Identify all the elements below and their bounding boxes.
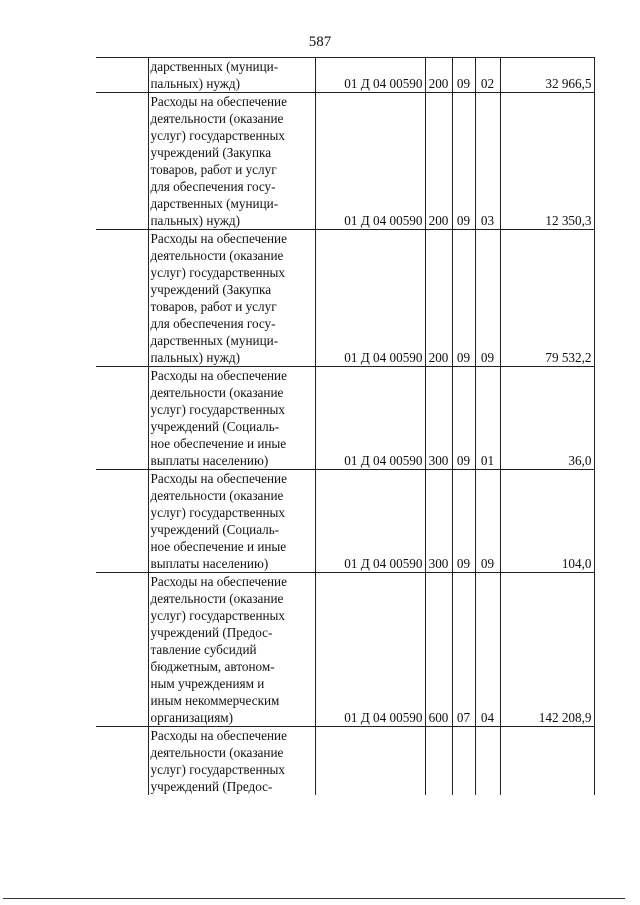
expense-name-cell bbox=[148, 573, 315, 727]
expense-type-code: 300 bbox=[425, 367, 452, 470]
expense-name-line: тавление субсидий bbox=[150, 642, 257, 657]
expense-name-cell bbox=[148, 58, 315, 93]
expense-name-line: услуг) государственных bbox=[150, 608, 286, 623]
expense-name-line: услуг) государственных bbox=[150, 265, 286, 280]
expense-type-code bbox=[425, 727, 452, 796]
expense-name-line: учреждений (Закупка bbox=[150, 282, 272, 297]
amount-value: 104,0 bbox=[500, 470, 594, 573]
row-number-cell bbox=[96, 230, 148, 367]
page-number: 587 bbox=[308, 34, 332, 50]
table-row bbox=[96, 470, 594, 573]
expense-name-line: выплаты населению) bbox=[150, 556, 269, 571]
amount-value: 36,0 bbox=[500, 367, 594, 470]
section-code: 07 bbox=[452, 573, 475, 727]
expense-name-cell bbox=[148, 470, 315, 573]
expense-name-line: Расходы на обеспечение bbox=[150, 231, 287, 246]
table-row bbox=[96, 58, 594, 93]
subsection-code: 04 bbox=[475, 573, 500, 727]
expense-name-line: для обеспечения госу- bbox=[150, 179, 276, 194]
amount-value: 12 350,3 bbox=[500, 93, 594, 230]
expense-name-line: Расходы на обеспечение bbox=[150, 728, 287, 743]
expense-name-line: дарственных (муници- bbox=[150, 196, 279, 211]
section-code: 09 bbox=[452, 58, 475, 93]
target-article-code: 01 Д 04 00590 bbox=[315, 573, 425, 727]
expense-name-line: пальных) нужд) bbox=[150, 350, 241, 365]
expense-name-cell bbox=[148, 727, 315, 796]
row-number-cell bbox=[96, 727, 148, 796]
expense-name-line: ное обеспечение и иные bbox=[150, 539, 287, 554]
target-article-code: 01 Д 04 00590 bbox=[315, 230, 425, 367]
expense-name-line: пальных) нужд) bbox=[150, 76, 241, 91]
expense-name-line: учреждений (Предос- bbox=[150, 625, 273, 640]
expense-name-line: учреждений (Социаль- bbox=[150, 522, 280, 537]
expense-name-cell bbox=[148, 93, 315, 230]
expense-name-line: товаров, работ и услуг bbox=[150, 162, 277, 177]
expense-name-line: деятельности (оказание bbox=[150, 111, 284, 126]
expense-name-line: дарственных (муници- bbox=[150, 59, 279, 74]
expense-name-line: учреждений (Закупка bbox=[150, 145, 272, 160]
table-row bbox=[96, 93, 594, 230]
expense-type-code: 600 bbox=[425, 573, 452, 727]
expense-name-line: деятельности (оказание bbox=[150, 248, 284, 263]
amount-value: 142 208,9 bbox=[500, 573, 594, 727]
expense-name-line: услуг) государственных bbox=[150, 762, 286, 777]
expense-name-line: услуг) государственных bbox=[150, 402, 286, 417]
expense-name-line: для обеспечения госу- bbox=[150, 316, 276, 331]
expense-name-line: пальных) нужд) bbox=[150, 213, 241, 228]
section-code: 09 bbox=[452, 470, 475, 573]
expense-name-line: учреждений (Предос- bbox=[150, 779, 273, 794]
expense-type-code: 200 bbox=[425, 58, 452, 93]
expense-name-cell bbox=[148, 367, 315, 470]
expense-name-line: дарственных (муници- bbox=[150, 333, 279, 348]
target-article-code: 01 Д 04 00590 bbox=[315, 367, 425, 470]
table-row bbox=[96, 727, 594, 796]
budget-table bbox=[96, 57, 595, 795]
row-number-cell bbox=[96, 93, 148, 230]
subsection-code bbox=[475, 727, 500, 796]
expense-name-line: деятельности (оказание bbox=[150, 591, 284, 606]
target-article-code bbox=[315, 727, 425, 796]
expense-name-line: Расходы на обеспечение bbox=[150, 574, 287, 589]
row-number-cell bbox=[96, 367, 148, 470]
section-code: 09 bbox=[452, 367, 475, 470]
expense-name-line: иным некоммерческим bbox=[150, 693, 280, 708]
expense-name-line: ное обеспечение и иные bbox=[150, 436, 287, 451]
table-row bbox=[96, 367, 594, 470]
subsection-code: 09 bbox=[475, 470, 500, 573]
table-row bbox=[96, 573, 594, 727]
amount-value bbox=[500, 727, 594, 796]
amount-value: 79 532,2 bbox=[500, 230, 594, 367]
subsection-code: 02 bbox=[475, 58, 500, 93]
expense-name-line: ным учреждениям и bbox=[150, 676, 265, 691]
subsection-code: 03 bbox=[475, 93, 500, 230]
expense-name-line: учреждений (Социаль- bbox=[150, 419, 280, 434]
target-article-code: 01 Д 04 00590 bbox=[315, 58, 425, 93]
amount-value: 32 966,5 bbox=[500, 58, 594, 93]
section-code: 09 bbox=[452, 230, 475, 367]
target-article-code: 01 Д 04 00590 bbox=[315, 93, 425, 230]
target-article-code: 01 Д 04 00590 bbox=[315, 470, 425, 573]
table-row bbox=[96, 230, 594, 367]
expense-name-line: Расходы на обеспечение bbox=[150, 368, 287, 383]
section-code: 09 bbox=[452, 93, 475, 230]
subsection-code: 01 bbox=[475, 367, 500, 470]
expense-name-line: деятельности (оказание bbox=[150, 745, 284, 760]
expense-type-code: 300 bbox=[425, 470, 452, 573]
expense-name-line: выплаты населению) bbox=[150, 453, 269, 468]
expense-name-line: услуг) государственных bbox=[150, 128, 286, 143]
expense-name-line: бюджетным, автоном- bbox=[150, 659, 275, 674]
row-number-cell bbox=[96, 573, 148, 727]
expense-type-code: 200 bbox=[425, 230, 452, 367]
expense-name-line: организациям) bbox=[150, 710, 234, 725]
expense-name-line: Расходы на обеспечение bbox=[150, 471, 287, 486]
expense-name-cell bbox=[148, 230, 315, 367]
subsection-code: 09 bbox=[475, 230, 500, 367]
expense-name-line: деятельности (оказание bbox=[150, 488, 284, 503]
row-number-cell bbox=[96, 58, 148, 93]
expense-name-line: Расходы на обеспечение bbox=[150, 94, 287, 109]
expense-type-code: 200 bbox=[425, 93, 452, 230]
row-number-cell bbox=[96, 470, 148, 573]
expense-name-line: услуг) государственных bbox=[150, 505, 286, 520]
page-bottom-rule bbox=[3, 898, 625, 899]
expense-name-line: товаров, работ и услуг bbox=[150, 299, 277, 314]
section-code bbox=[452, 727, 475, 796]
expense-name-line: деятельности (оказание bbox=[150, 385, 284, 400]
